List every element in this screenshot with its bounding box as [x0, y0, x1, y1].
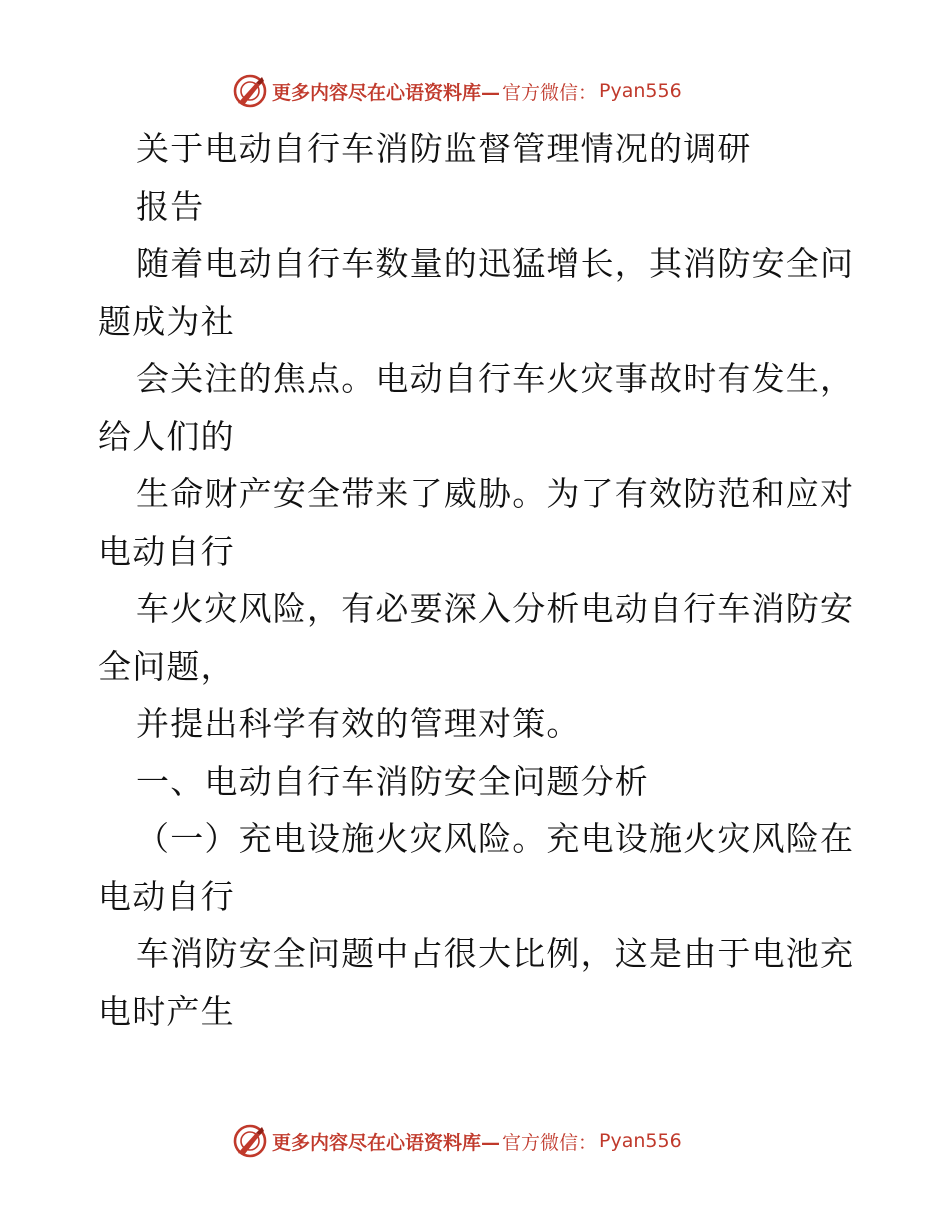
- header-banner[interactable]: [232, 71, 712, 111]
- banner-text: 更多内容尽在心语资料库—: [272, 1131, 501, 1154]
- text-line: 随着电动自行车数量的迅猛增长，其消防安全问: [136, 244, 855, 283]
- document-body: [98, 120, 858, 1040]
- text-line: 电动自行: [98, 531, 235, 571]
- text-line: 并提出科学有效的管理对策。: [136, 704, 581, 743]
- banner-wechat-label: 官方微信：: [502, 81, 598, 104]
- text-line: 关于电动自行车消防监督管理情况的调研: [136, 129, 752, 168]
- banner-text: 更多内容尽在心语资料库—: [272, 81, 501, 104]
- banner-wechat-id: Pyan556: [599, 80, 682, 102]
- text-line: 题成为社: [98, 301, 235, 341]
- text-line: 电时产生: [98, 991, 235, 1031]
- banner-wechat-label: 官方微信：: [502, 1131, 598, 1154]
- footer-banner[interactable]: [232, 1121, 712, 1161]
- text-line: 给人们的: [98, 416, 235, 456]
- text-line: （一）充电设施火灾风险。充电设施火灾风险在: [136, 819, 855, 858]
- pen-logo-icon: [232, 73, 268, 109]
- pen-logo-icon: [232, 1123, 268, 1159]
- text-line: 生命财产安全带来了威胁。为了有效防范和应对: [136, 474, 855, 513]
- text-line: 一、电动自行车消防安全问题分析: [136, 761, 649, 801]
- banner-wechat-id: Pyan556: [599, 1130, 682, 1152]
- text-line: 车火灾风险，有必要深入分析电动自行车消防安: [136, 589, 855, 628]
- text-line: 车消防安全问题中占很大比例，这是由于电池充: [136, 934, 855, 973]
- text-line: 电动自行: [98, 876, 235, 916]
- text-line: 全问题，: [98, 646, 235, 686]
- text-line: 报告: [136, 186, 205, 226]
- text-line: 会关注的焦点。电动自行车火灾事故时有发生，: [136, 359, 855, 398]
